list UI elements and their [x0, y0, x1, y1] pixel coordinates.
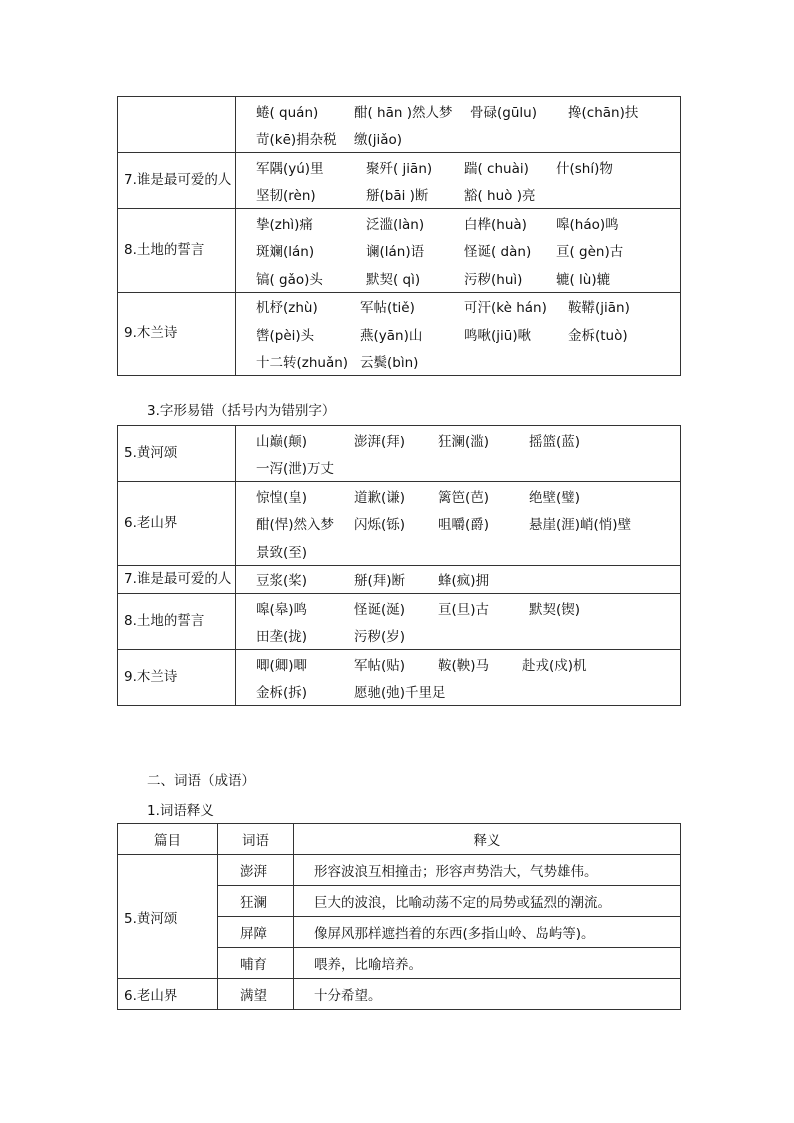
item-line — [256, 125, 680, 153]
list-item: 踹( chuài) — [464, 160, 529, 177]
items-cell — [236, 292, 681, 376]
list-item: 缴(jiǎo) — [354, 132, 403, 149]
section-cell: 6.老山界 — [118, 482, 236, 566]
list-item: 篱笆(芭) — [438, 489, 490, 506]
section-cell: 5.黄河颂 — [118, 426, 236, 482]
list-item: 闪烁(铄) — [354, 517, 406, 534]
list-item: 嗥(háo)鸣 — [556, 216, 619, 233]
word-cell: 屏障 — [218, 917, 294, 948]
definition-cell: 巨大的波浪，比喻动荡不定的局势或猛烈的潮流。 — [294, 886, 681, 917]
items-cell — [236, 97, 681, 153]
list-item: 泛滥(làn) — [366, 216, 425, 233]
list-item: 默契( qì) — [366, 271, 421, 288]
list-item: 镐( gǎo)头 — [256, 271, 323, 288]
part-heading: 二、词语（成语） — [147, 773, 255, 789]
definition-cell: 十分希望。 — [294, 979, 681, 1010]
items-cell — [236, 482, 681, 566]
items-cell — [236, 650, 681, 706]
item-line — [256, 97, 680, 125]
list-item: 愿驰(弛)千里足 — [354, 685, 446, 702]
word-cell: 澎湃 — [218, 855, 294, 886]
list-item: 十二转(zhuǎn) — [256, 355, 349, 372]
items-cell — [236, 594, 681, 650]
pronunciation-table — [117, 96, 681, 376]
definition-cell: 形容波浪互相撞击；形容声势浩大，气势雄伟。 — [294, 855, 681, 886]
list-item: 怪诞(涎) — [354, 601, 406, 618]
section-cell: 8.土地的誓言 — [118, 594, 236, 650]
item-line — [256, 181, 680, 209]
items-cell — [236, 209, 681, 293]
list-item: 田垄(拢) — [256, 629, 308, 646]
table-row — [118, 209, 681, 293]
list-item: 嗥(皋)鸣 — [256, 601, 308, 618]
table-row — [118, 979, 681, 1010]
list-item: 金柝(tuò) — [568, 327, 628, 344]
item-line — [256, 594, 680, 622]
section-cell — [118, 97, 236, 153]
item-line — [256, 537, 680, 565]
table-row — [118, 594, 681, 650]
list-item: 摇篮(蓝) — [529, 433, 581, 450]
item-line — [256, 454, 680, 482]
section-cell: 7.谁是最可爱的人 — [118, 565, 236, 594]
list-item: 豁( huò )亮 — [464, 188, 536, 205]
table-row — [118, 855, 681, 886]
definition-cell: 喂养，比喻培养。 — [294, 948, 681, 979]
table-row — [118, 292, 681, 376]
column-header: 词语 — [218, 824, 294, 855]
item-line — [256, 320, 680, 348]
list-item: 军帖(贴) — [354, 657, 406, 674]
word-cell: 满望 — [218, 979, 294, 1010]
list-item: 酣(悍)然入梦 — [256, 517, 335, 534]
list-item: 军隅(yú)里 — [256, 160, 324, 177]
list-item: 酣( hān )然人梦 — [354, 104, 453, 121]
list-item: 道歉(谦) — [354, 489, 406, 506]
list-item: 聚歼( jiān) — [366, 160, 433, 177]
list-item: 一泻(泄)万丈 — [256, 461, 335, 478]
table-row — [118, 153, 681, 209]
item-line — [256, 482, 680, 510]
subsection-heading: 1.词语释义 — [147, 803, 214, 819]
list-item: 亘(旦)古 — [438, 601, 490, 618]
list-item: 咀嚼(爵) — [438, 517, 490, 534]
list-item: 苛(kē)捐杂税 — [256, 132, 337, 149]
items-cell — [236, 565, 681, 594]
list-item: 白桦(huà) — [464, 216, 527, 233]
items-cell — [236, 426, 681, 482]
table-row — [118, 650, 681, 706]
list-item: 辔(pèi)头 — [256, 327, 315, 344]
item-line — [256, 678, 680, 706]
section-cell: 8.土地的誓言 — [118, 209, 236, 293]
item-line — [256, 510, 680, 538]
list-item: 鞍(鞅)马 — [438, 657, 490, 674]
item-line — [256, 293, 680, 321]
item-line — [256, 348, 680, 376]
list-item: 污秽(huì) — [464, 271, 523, 288]
list-item: 挚(zhì)痛 — [256, 216, 313, 233]
definition-cell: 像屏风那样遮挡着的东西(多指山岭、岛屿等)。 — [294, 917, 681, 948]
list-item: 赴戎(戍)机 — [522, 657, 587, 674]
item-line — [256, 153, 680, 181]
list-item: 军帖(tiě) — [360, 300, 415, 317]
item-line — [256, 426, 680, 454]
vocab-table — [117, 823, 681, 1010]
list-item: 唧(卿)唧 — [256, 657, 308, 674]
item-line — [256, 237, 680, 265]
table-header-row — [118, 824, 681, 855]
list-item: 蜷( quán) — [256, 104, 319, 121]
list-item: 悬崖(涯)峭(悄)壁 — [529, 517, 632, 534]
list-item: 燕(yān)山 — [360, 327, 423, 344]
list-item: 什(shí)物 — [556, 160, 613, 177]
list-item: 鸣啾(jiū)啾 — [464, 327, 532, 344]
list-item: 骨碌(gūlu) — [470, 104, 537, 121]
list-item: 云鬓(bìn) — [360, 355, 419, 372]
list-item: 机杼(zhù) — [256, 300, 318, 317]
list-item: 亘( gèn)古 — [556, 244, 624, 261]
list-item: 掰(拜)断 — [354, 573, 406, 590]
list-item: 坚韧(rèn) — [256, 188, 316, 205]
list-item: 金柝(拆) — [256, 685, 308, 702]
list-item: 谰(lán)语 — [366, 244, 425, 261]
list-item: 澎湃(拜) — [354, 433, 406, 450]
list-item: 辘( lù)辘 — [556, 271, 611, 288]
misspelling-table — [117, 425, 681, 706]
list-item: 默契(锲) — [529, 601, 581, 618]
list-item: 可汗(kè hán) — [464, 300, 547, 317]
list-item: 蜂(疯)拥 — [438, 573, 490, 590]
section-cell: 7.谁是最可爱的人 — [118, 153, 236, 209]
list-item: 掰(bāi )断 — [366, 188, 429, 205]
word-cell: 哺育 — [218, 948, 294, 979]
section-cell: 9.木兰诗 — [118, 292, 236, 376]
list-item: 狂澜(滥) — [438, 433, 490, 450]
section-heading: 3.字形易错（括号内为错别字） — [147, 403, 336, 419]
items-cell — [236, 153, 681, 209]
column-header: 篇目 — [118, 824, 218, 855]
table-row — [118, 482, 681, 566]
list-item: 搀(chān)扶 — [568, 104, 639, 121]
table-row — [118, 565, 681, 594]
list-item: 斑斓(lán) — [256, 244, 315, 261]
item-line — [256, 264, 680, 292]
section-cell: 9.木兰诗 — [118, 650, 236, 706]
table-row — [118, 426, 681, 482]
item-line — [256, 566, 680, 594]
column-header: 释义 — [294, 824, 681, 855]
section-cell: 5.黄河颂 — [118, 855, 218, 979]
word-cell: 狂澜 — [218, 886, 294, 917]
list-item: 豆浆(桨) — [256, 573, 308, 590]
list-item: 污秽(岁) — [354, 629, 406, 646]
list-item: 景致(至) — [256, 544, 308, 561]
table-row — [118, 97, 681, 153]
item-line — [256, 650, 680, 678]
list-item: 鞍鞯(jiān) — [568, 300, 630, 317]
item-line — [256, 209, 680, 237]
list-item: 惊惶(皇) — [256, 489, 308, 506]
list-item: 山巅(颠) — [256, 433, 308, 450]
item-line — [256, 622, 680, 650]
section-cell: 6.老山界 — [118, 979, 218, 1010]
list-item: 怪诞( dàn) — [464, 244, 532, 261]
list-item: 绝壁(璧) — [529, 489, 581, 506]
